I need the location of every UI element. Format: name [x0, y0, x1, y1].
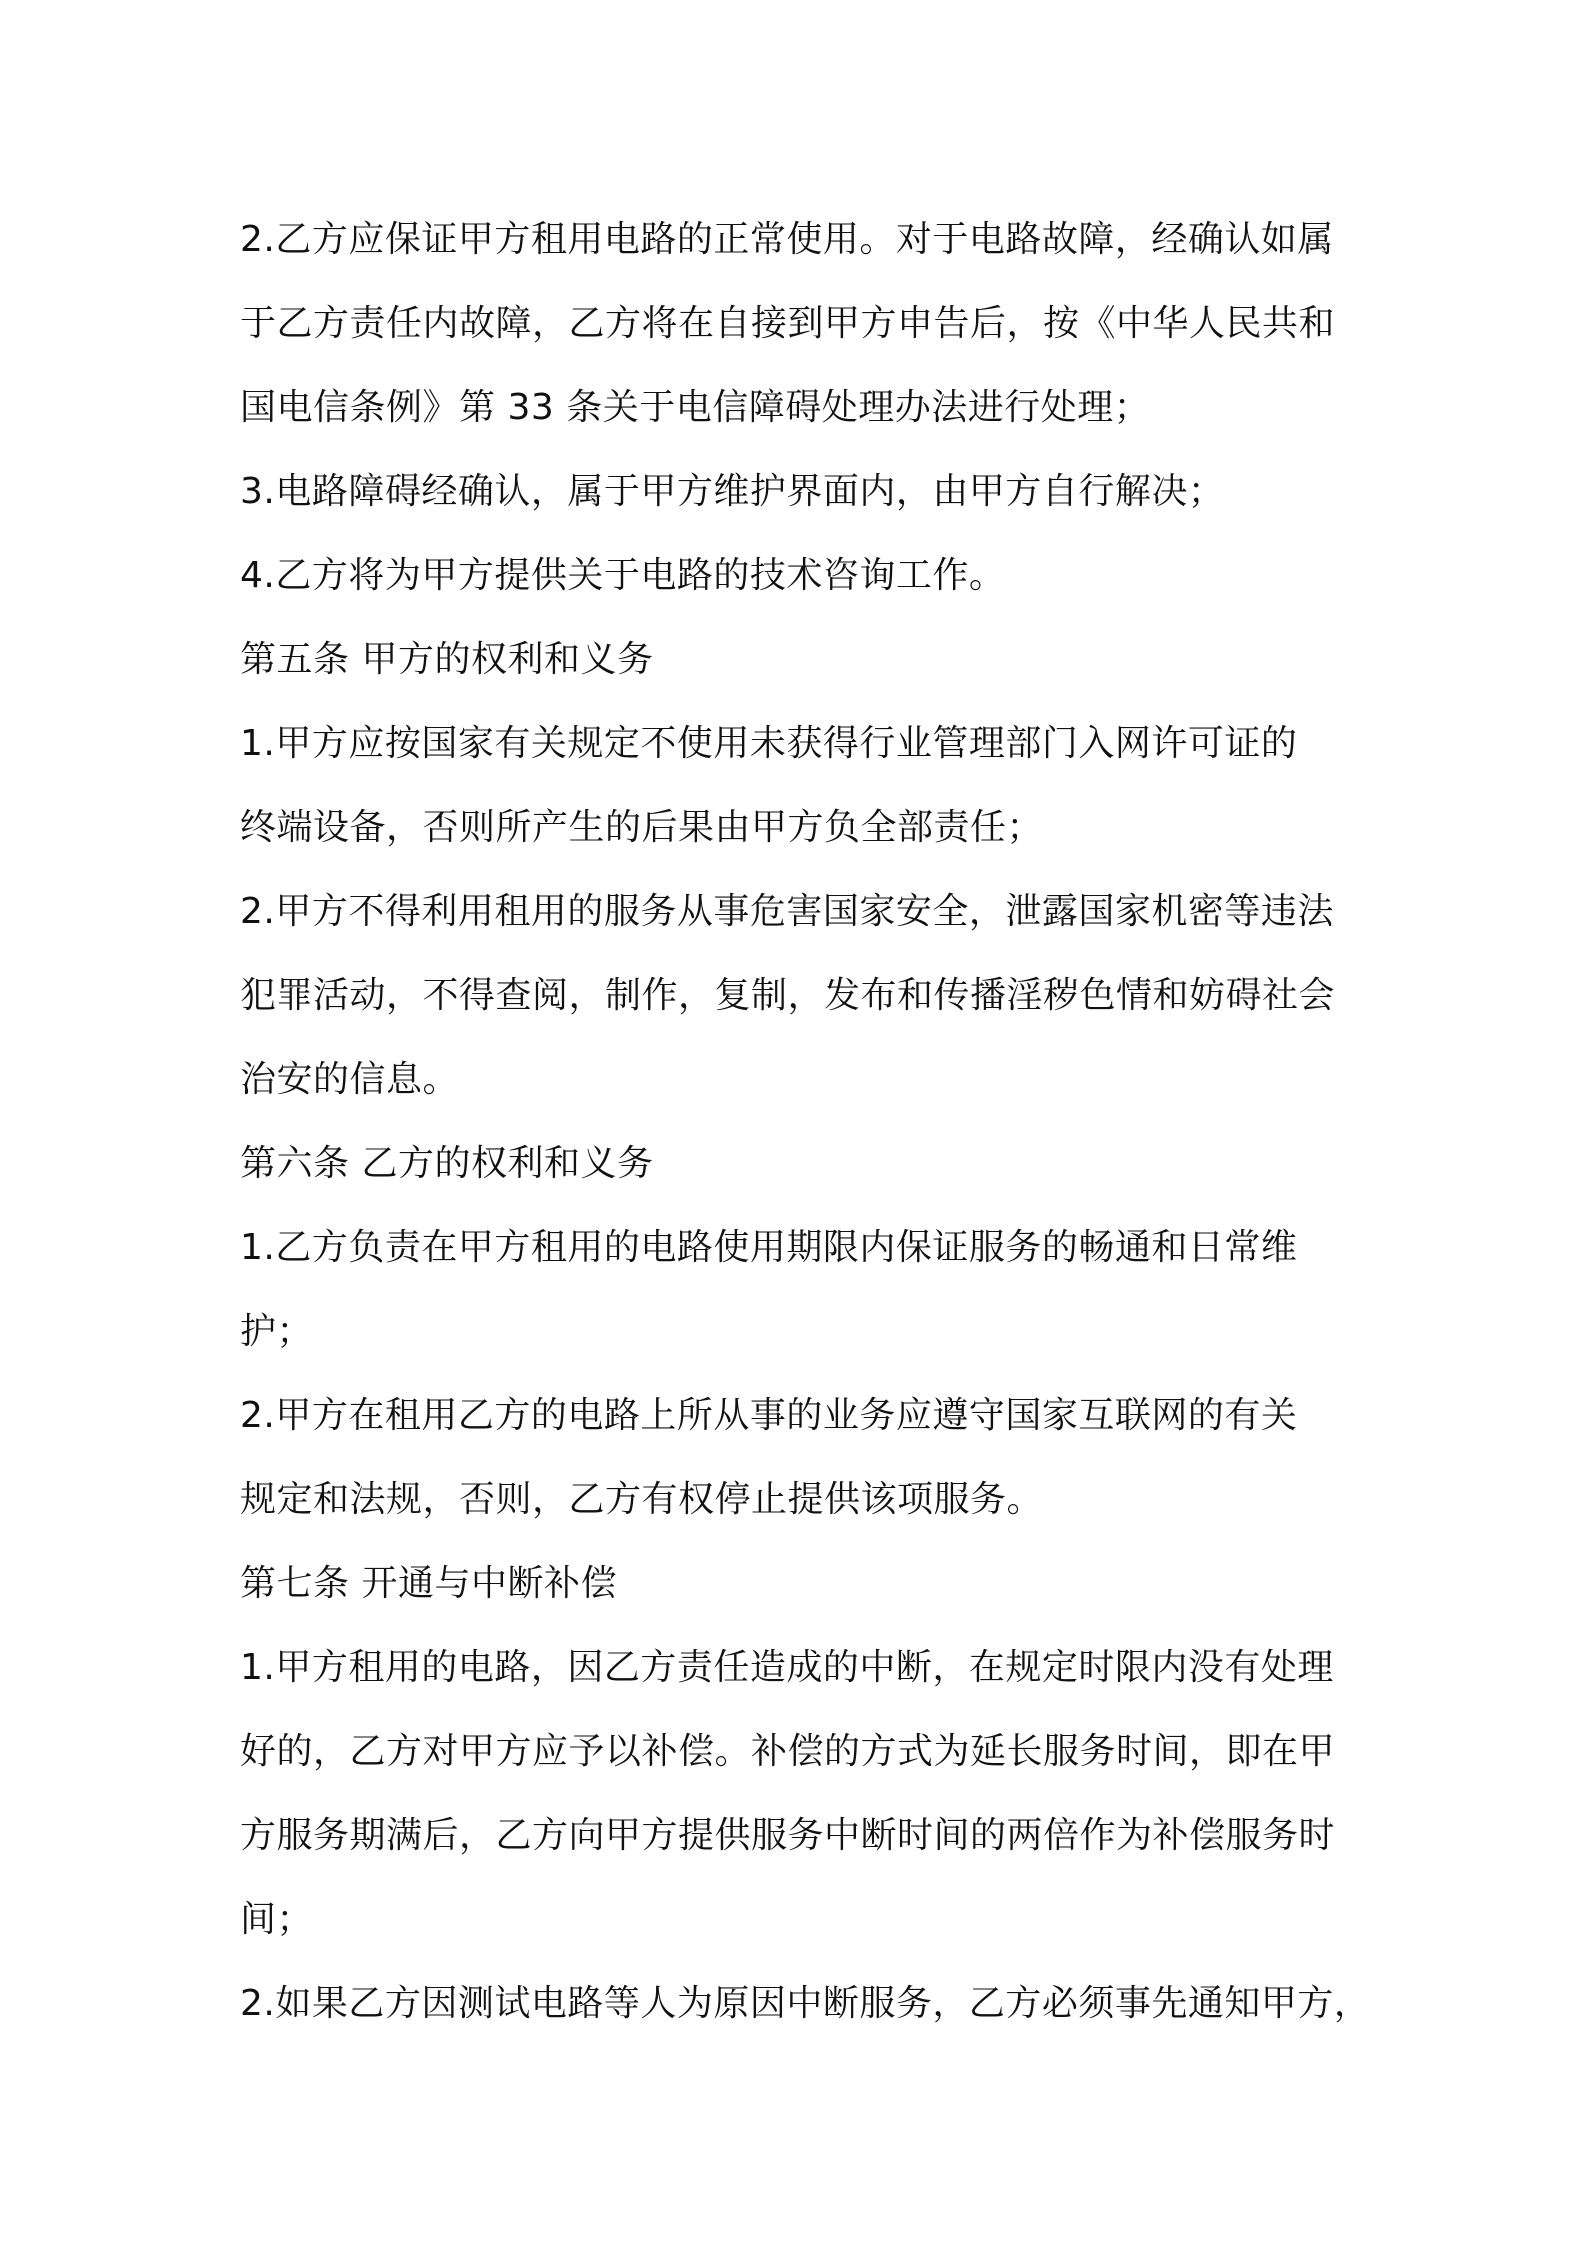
paragraph-line: 1.甲方租用的电路，因乙方责任造成的中断，在规定时限内没有处理 — [240, 1647, 1334, 1688]
paragraph-line: 护； — [240, 1311, 314, 1352]
paragraph-line: 4.乙方将为甲方提供关于电路的技术咨询工作。 — [240, 555, 1006, 596]
paragraph-line: 2.乙方应保证甲方租用电路的正常使用。对于电路故障，经确认如属 — [240, 219, 1334, 260]
paragraph-line: 方服务期满后，乙方向甲方提供服务中断时间的两倍作为补偿服务时 — [240, 1815, 1336, 1856]
paragraph-line: 2.甲方在租用乙方的电路上所从事的业务应遵守国家互联网的有关 — [240, 1395, 1298, 1436]
paragraph-line: 间； — [240, 1899, 314, 1940]
paragraph-line: 1.乙方负责在甲方租用的电路使用期限内保证服务的畅通和日常维 — [240, 1227, 1298, 1268]
paragraph-line: 2.如果乙方因测试电路等人为原因中断服务，乙方必须事先通知甲方， — [240, 1983, 1371, 2024]
section-heading: 第五条 甲方的权利和义务 — [240, 639, 654, 680]
paragraph-line: 犯罪活动，不得查阅，制作，复制，发布和传播淫秽色情和妨碍社会 — [240, 975, 1336, 1016]
paragraph-line: 1.甲方应按国家有关规定不使用未获得行业管理部门入网许可证的 — [240, 723, 1298, 764]
paragraph-line: 国电信条例》第 33 条关于电信障碍处理办法进行处理； — [240, 387, 1151, 428]
paragraph-line: 治安的信息。 — [240, 1059, 460, 1100]
document-body — [240, 198, 1370, 2046]
section-heading: 第六条 乙方的权利和义务 — [240, 1143, 654, 1184]
paragraph-line: 3.电路障碍经确认，属于甲方维护界面内，由甲方自行解决； — [240, 471, 1225, 512]
paragraph-line: 好的，乙方对甲方应予以补偿。补偿的方式为延长服务时间，即在甲 — [240, 1731, 1336, 1772]
paragraph-line: 于乙方责任内故障，乙方将在自接到甲方申告后，按《中华人民共和 — [240, 303, 1336, 344]
paragraph-line: 规定和法规，否则，乙方有权停止提供该项服务。 — [240, 1479, 1044, 1520]
paragraph-line: 终端设备，否则所产生的后果由甲方负全部责任； — [240, 807, 1044, 848]
paragraph-line: 2.甲方不得利用租用的服务从事危害国家安全，泄露国家机密等违法 — [240, 891, 1334, 932]
section-heading: 第七条 开通与中断补偿 — [240, 1563, 617, 1604]
